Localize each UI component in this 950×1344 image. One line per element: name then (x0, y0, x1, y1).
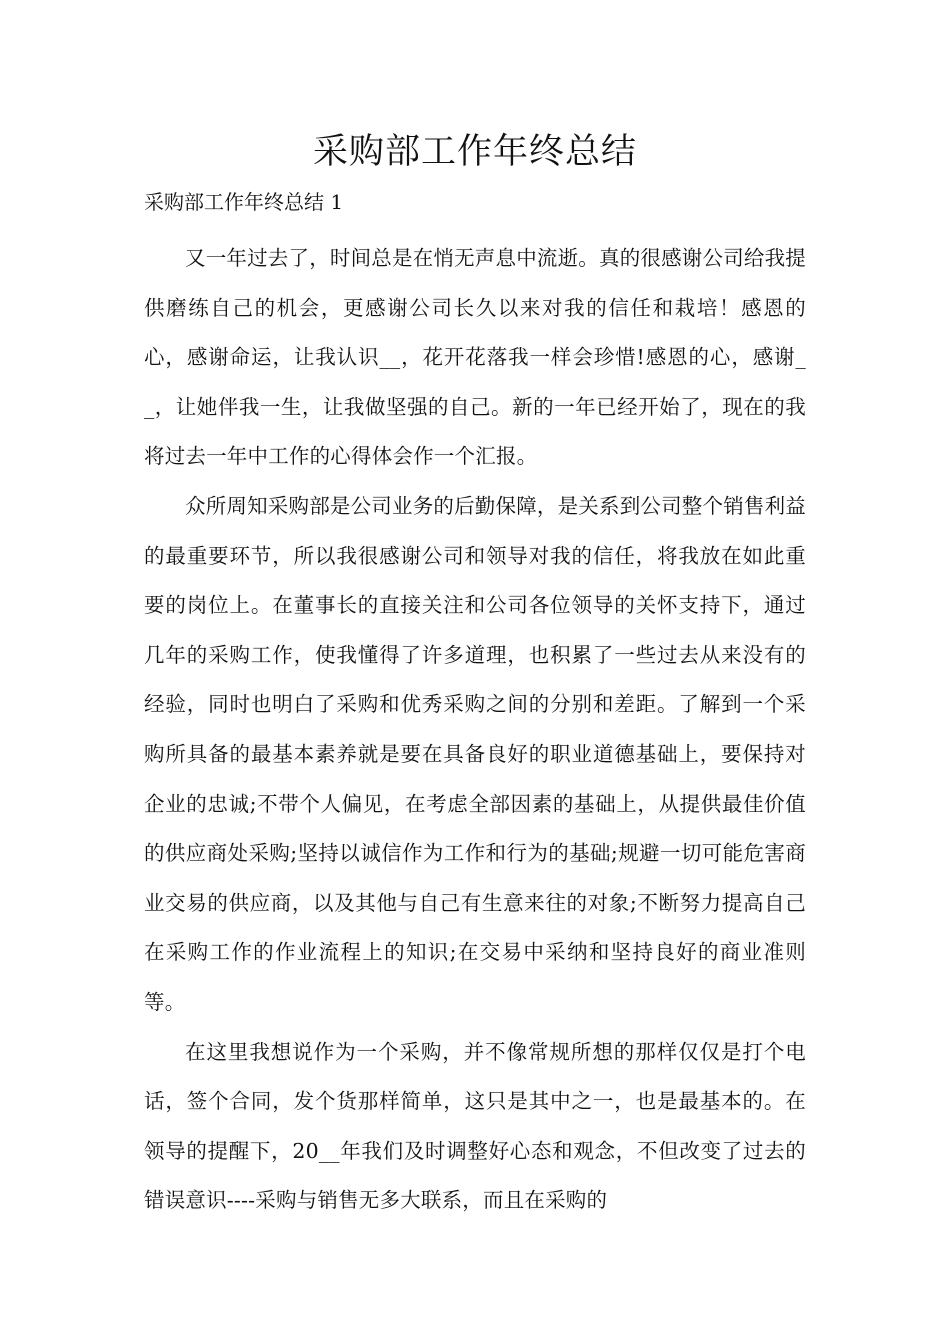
section-heading: 采购部工作年终总结 1 (144, 190, 344, 214)
paragraph: 众所周知采购部是公司业务的后勤保障，是关系到公司整个销售利益的最重要环节，所以我很感谢公司和领导对我的信任，将我放在如此重要的岗位上。在董事长的直接关注和公司各位领导的关怀支持下，通过几年的采购工作，使我懂得了许多道理，也积累了一些过去从来没有的经验，同时也明白了采购和优秀采购之间的分别和差距。了解到一个采购所具备的最基本素养就是要在具备良好的职业道德基础上，要保持对企业的忠诚;不带个人偏见，在考虑全部因素的基础上，从提供最佳价值的供应商处采购;坚持以诚信作为工作和行为的基础;规避一切可能危害商业交易的供应商，以及其他与自己有生意来往的对象;不断努力提高自己在采购工作的作业流程上的知识;在交易中采纳和坚持良好的商业准则等。 (144, 493, 806, 1014)
paragraph: 在这里我想说作为一个采购，并不像常规所想的那样仅仅是打个电话，签个合同，发个货那样简单，这只是其中之一，也是最基本的。在领导的提醒下，20__年我们及时调整好心态和观念，不但改变了过去的错误意识----采购与销售无多大联系，而且在采购的 (144, 1039, 806, 1213)
document-body (144, 234, 806, 1226)
paragraph: 又一年过去了，时间总是在悄无声息中流逝。真的很感谢公司给我提供磨练自己的机会，更感谢公司长久以来对我的信任和栽培！感恩的心，感谢命运，让我认识__，花开花落我一样会珍惜!感恩的心，感谢__，让她伴我一生，让我做坚强的自己。新的一年已经开始了，现在的我将过去一年中工作的心得体会作一个汇报。 (144, 246, 806, 469)
document-title: 采购部工作年终总结 (312, 132, 637, 172)
